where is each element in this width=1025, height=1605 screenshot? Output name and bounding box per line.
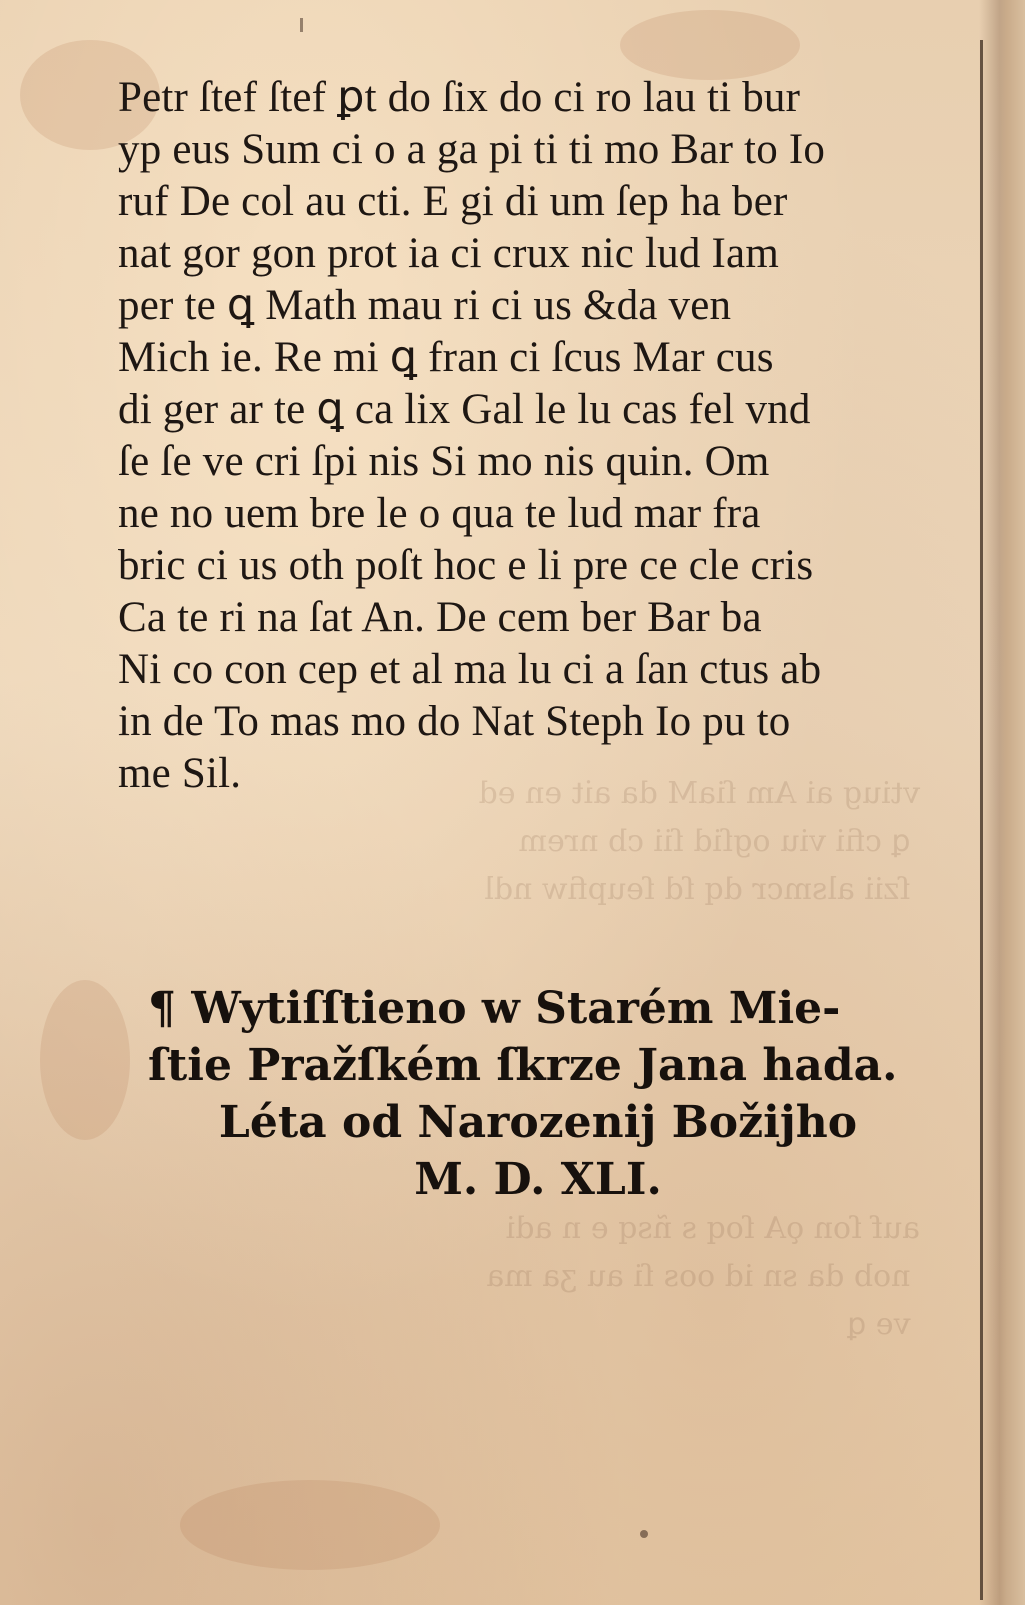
colophon-line: ¶ Wytiſſtieno w Starém Mie- — [148, 983, 841, 1034]
text-line: di ger ar te ꝗ ca lix Gal le lu cas fel vnd — [118, 386, 811, 433]
paper-stain — [180, 1480, 440, 1570]
text-line: Mich ie. Re mi ꝗ fran ci ſcus Mar cus — [118, 334, 774, 381]
text-line: yp eus Sum ci o a ga pi ti ti mo Bar to Io — [118, 126, 826, 173]
text-line: ne no uem bre le o qua te lud mar fra — [118, 490, 761, 537]
text-line: Petr ſtef ſtef ꝑt do ſix do ci ro lau ti bur — [118, 74, 801, 121]
text-line: Ni co con cep et al ma lu ci a ſan ctus ab — [118, 646, 822, 693]
paper-stain — [40, 980, 130, 1140]
paper-stain — [620, 10, 800, 80]
text-line: in de To mas mo do Nat Steph Io pu to — [118, 698, 791, 745]
text-line: ſe ſe ve cri ſpi nis Si mo nis quin. Om — [118, 438, 770, 485]
text-line: bric ci us oth poſt hoc e li pre ce cle cris — [118, 542, 814, 589]
text-line: nat gor gon prot ia ci crux nic lud Iam — [118, 230, 779, 277]
page-edge-shadow — [980, 40, 983, 1600]
colophon-line: M. D. XLI. — [414, 1154, 662, 1205]
colophon-block — [118, 980, 958, 1208]
colophon-line: Léta od Narozenij Božijho — [218, 1097, 858, 1148]
page-mark — [300, 18, 303, 32]
page-edge — [979, 0, 1025, 1605]
text-line: me Sil. — [118, 750, 242, 797]
text-line: Ca te ri na ſat An. De cem ber Bar ba — [118, 594, 762, 641]
page-speck — [640, 1530, 648, 1538]
colophon-line: ſtie Pražſkém ſkrze Jana hada. — [148, 1040, 898, 1091]
main-text-block — [118, 72, 958, 800]
bleed-through-text: vtiug ai Am ſiaM da ai̇t en ed ꝗ cfii viu ogſid ſii cb nrem ſzii alsmcr dq ſd ſeupfiw ndl — [478, 776, 920, 907]
text-line: ruf De col au cti. E gi di um ſep ha ber — [118, 178, 788, 225]
bleed-through-text: auf ſon ǫA ſoq s ñsq e n adi nob da sn id oos ſi au ʒa ma ve ꝗ — [486, 1211, 920, 1342]
text-line: per te ꝗ Math mau ri ci us &da ven — [118, 282, 732, 329]
